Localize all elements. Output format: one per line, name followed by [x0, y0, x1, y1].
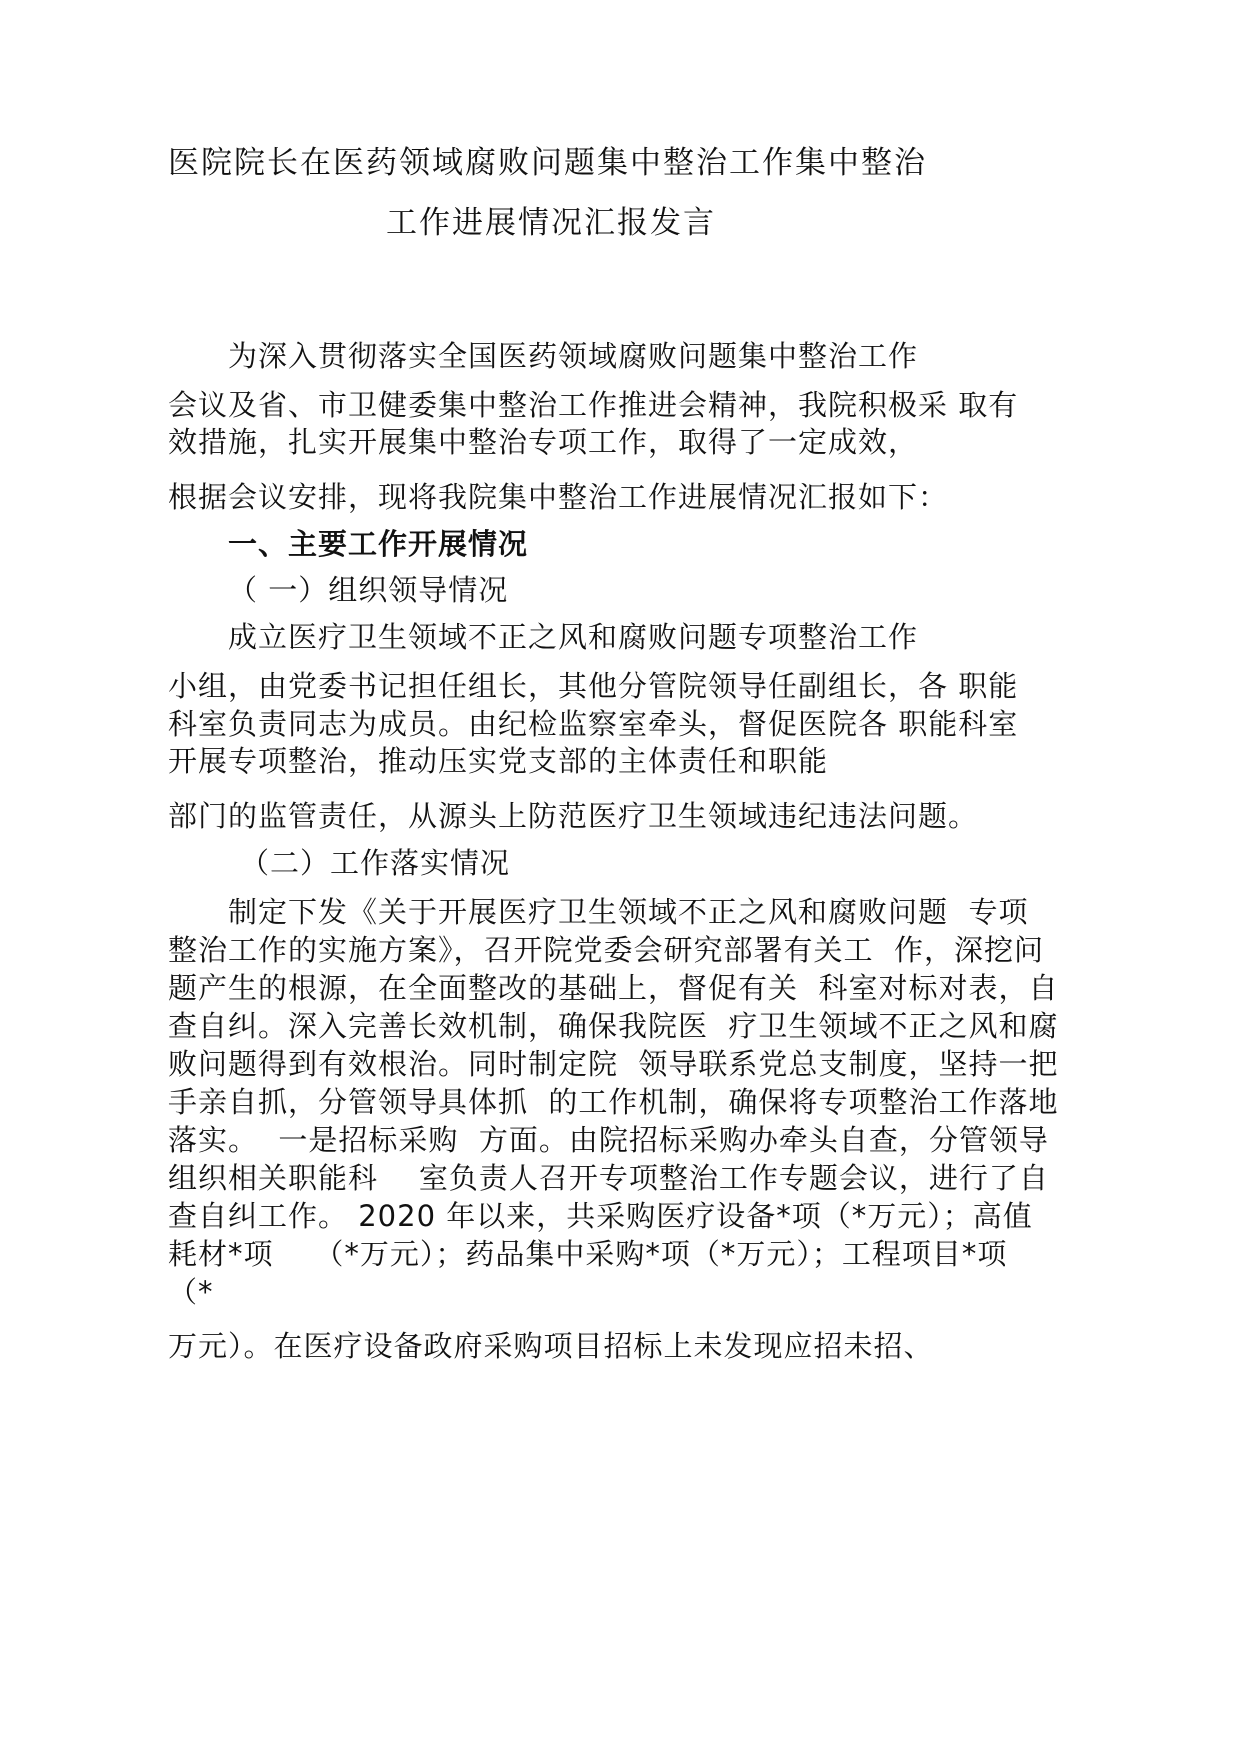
section-heading: 一、主要工作开展情况	[228, 527, 529, 561]
body-line: 查自纠工作。 2020 年以来，共采购医疗设备*项（*万元）；高值	[168, 1199, 1033, 1233]
body-line: 根据会议安排，现将我院集中整治工作进展情况汇报如下：	[168, 480, 949, 514]
body-line: 成立医疗卫生领域不正之风和腐败问题专项整治工作	[228, 620, 919, 654]
body-line: 会议及省、市卫健委集中整治工作推进会精神，我院积极采 取有	[168, 388, 1019, 422]
body-line: 查自纠。深入完善长效机制，确保我院医 疗卫生领域不正之风和腐	[168, 1009, 1059, 1043]
body-line: 整治工作的实施方案》，召开院党委会研究部署有关工 作，深挖问	[168, 933, 1044, 967]
subsection-heading: （二）工作落实情况	[240, 846, 511, 880]
document-title-line-2: 工作进展情况汇报发言	[386, 205, 716, 241]
body-line: 为深入贯彻落实全国医药领域腐败问题集中整治工作	[228, 339, 919, 373]
body-line: 组织相关职能科 室负责人召开专项整治工作专题会议，进行了自	[168, 1161, 1049, 1195]
body-line: （*	[168, 1275, 214, 1309]
body-line: 万元）。在医疗设备政府采购项目招标上未发现应招未招、	[168, 1329, 934, 1363]
body-line: 小组，由党委书记担任组长，其他分管院领导任副组长，各 职能	[168, 669, 1019, 703]
body-line: 开展专项整治，推动压实党支部的主体责任和职能	[168, 744, 829, 778]
body-line: 败问题得到有效根治。同时制定院 领导联系党总支制度，坚持一把	[168, 1047, 1059, 1081]
body-line: 落实。 一是招标采购 方面。由院招标采购办牵头自查，分管领导	[168, 1123, 1049, 1157]
body-line: 效措施，扎实开展集中整治专项工作，取得了一定成效，	[168, 425, 919, 459]
body-line: 部门的监管责任，从源头上防范医疗卫生领域违纪违法问题。	[168, 799, 979, 833]
body-line: 耗材*项 （*万元）；药品集中采购*项（*万元）；工程项目*项	[168, 1237, 1008, 1271]
body-line: 题产生的根源，在全面整改的基础上，督促有关 科室对标对表，自	[168, 971, 1059, 1005]
document-title-line-1: 医院院长在医药领域腐败问题集中整治工作集中整治	[168, 145, 927, 181]
subsection-heading: （ 一）组织领导情况	[228, 573, 509, 607]
body-line: 制定下发《关于开展医疗卫生领域不正之风和腐败问题 专项	[228, 895, 1029, 929]
body-line: 手亲自抓，分管领导具体抓 的工作机制，确保将专项整治工作落地	[168, 1085, 1059, 1119]
body-line: 科室负责同志为成员。由纪检监察室牵头，督促医院各 职能科室	[168, 707, 1019, 741]
